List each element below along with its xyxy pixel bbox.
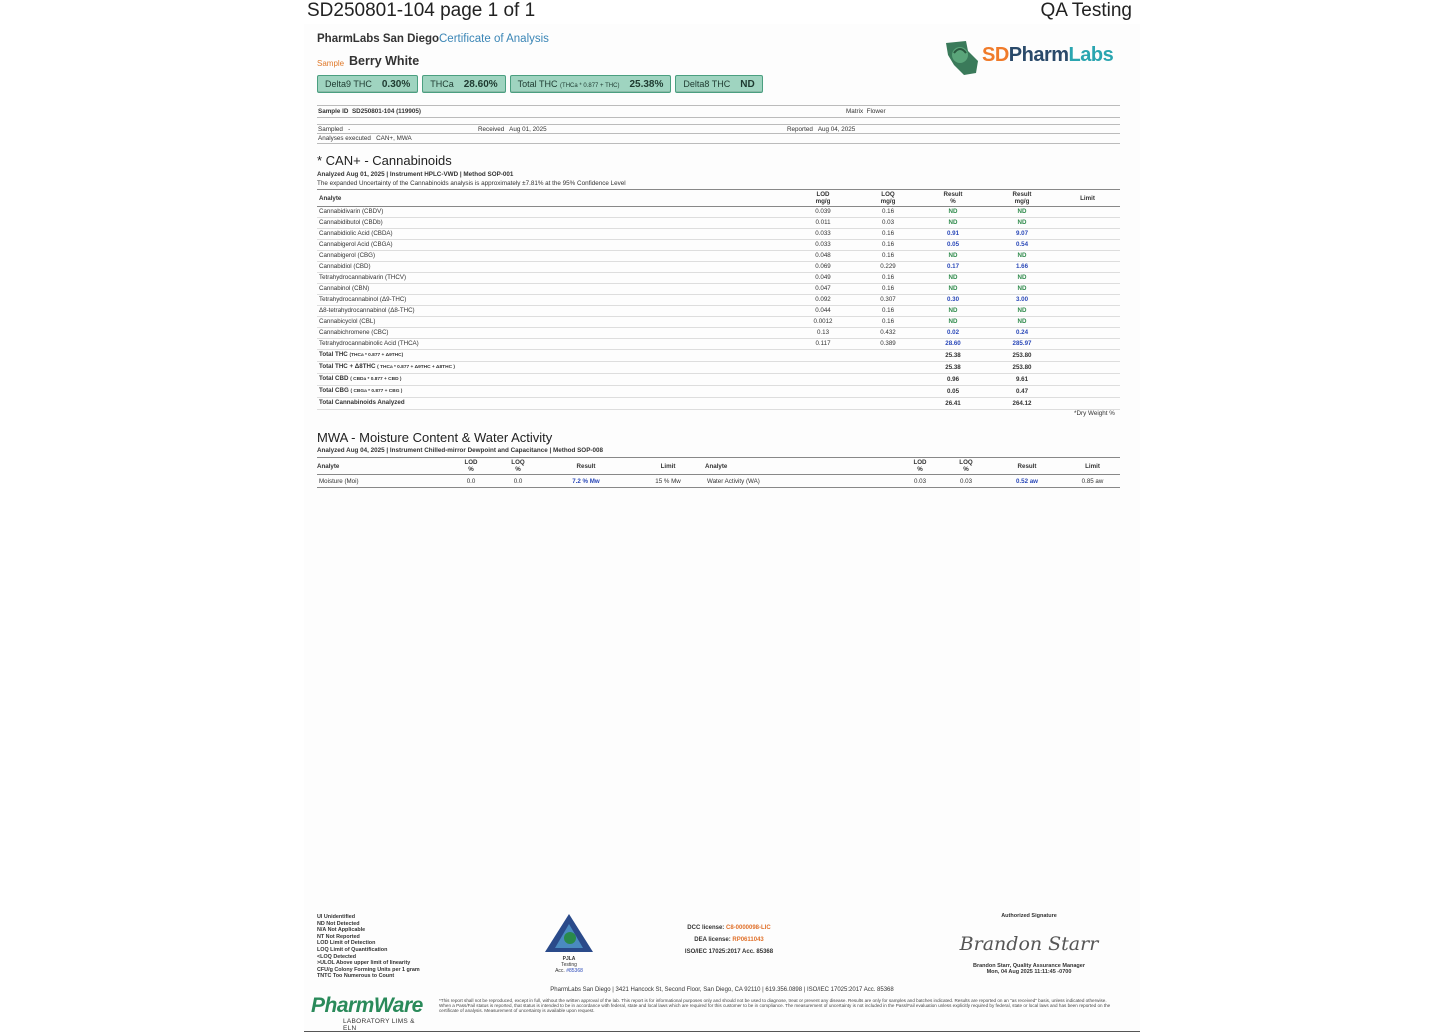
coa-title: Certificate of Analysis xyxy=(439,33,549,45)
lod-value: 0.117 xyxy=(787,339,859,350)
total-row xyxy=(317,362,1120,374)
total-row xyxy=(317,398,1120,410)
sampled: Sampled - xyxy=(318,126,351,133)
legend-item: UI Unidentified xyxy=(317,914,356,920)
total-row xyxy=(317,374,1120,386)
total-label: Total CBD ( CBDa * 0.877 + CBD ) xyxy=(317,374,787,386)
col-analyte: Analyte xyxy=(317,190,787,207)
analyte-name: Tetrahydrocannabinolic Acid (THCA) xyxy=(317,339,787,350)
license-info: DCC license: C8-0000098-LIC DEA license: RP0611043 ISO/IEC 17025:2017 Acc. 85368 xyxy=(684,925,774,955)
logo-labs: Labs xyxy=(1068,44,1114,66)
sdpharmlabs-logo xyxy=(938,33,1128,79)
document-title: SD250801-104 page 1 of 1 xyxy=(307,0,536,21)
table-header xyxy=(317,190,1120,207)
total-pct: 25.38 xyxy=(917,350,989,362)
sample-label: Sample xyxy=(317,59,345,68)
result-pct: 0.17 xyxy=(917,262,989,273)
table-row xyxy=(317,317,1120,328)
abbreviation-legend xyxy=(317,914,420,980)
lod-value: 0.033 xyxy=(787,229,859,240)
result-mg: ND xyxy=(989,218,1055,229)
badge-total-thc: Total THC (THCa * 0.877 + THC) 25.38% xyxy=(510,75,672,93)
loq-value: 0.432 xyxy=(859,328,917,339)
total-mg: 253.80 xyxy=(989,350,1055,362)
sample-id: Sample ID SD250801-104 (119905) xyxy=(318,108,421,115)
can-analyzed: Analyzed Aug 01, 2025 | Instrument HPLC-VWD | Method SOP-001 xyxy=(317,171,514,178)
divider xyxy=(317,117,1120,118)
total-mg: 9.61 xyxy=(989,374,1055,386)
can-uncertainty: The expanded Uncertainty of the Cannabinoids analysis is approximately ±7.81% at the 95% Confidence Level xyxy=(317,180,626,187)
result-pct: 0.05 xyxy=(917,240,989,251)
divider xyxy=(317,105,1120,106)
result-pct: ND xyxy=(917,306,989,317)
limit-value xyxy=(1055,207,1120,218)
limit-value xyxy=(1055,328,1120,339)
mwa-section-title: MWA - Moisture Content & Water Activity xyxy=(317,430,553,445)
limit-value xyxy=(1055,251,1120,262)
mwa-header: Analyte LOD % LOQ % Result Limit Analyte LOD % LOQ % Result Limit xyxy=(317,458,1120,475)
coa-page xyxy=(304,24,1140,1032)
analyte-name: Cannabigerol (CBG) xyxy=(317,251,787,262)
analyte-name: Cannabichromene (CBC) xyxy=(317,328,787,339)
total-label: Total CBG ( CBGa * 0.877 + CBG ) xyxy=(317,386,787,398)
legend-item: TNTC Too Numerous to Count xyxy=(317,973,395,980)
table-row xyxy=(317,251,1120,262)
lod-value: 0.092 xyxy=(787,295,859,306)
handwritten-signature: Brandon Starr xyxy=(959,933,1099,955)
result-mg: ND xyxy=(989,207,1055,218)
analyte-name: Cannabidibutol (CBDb) xyxy=(317,218,787,229)
lod-value: 0.039 xyxy=(787,207,859,218)
total-mg: 253.80 xyxy=(989,362,1055,374)
analyte-name: Cannabinol (CBN) xyxy=(317,284,787,295)
pjla-accreditation: PJLA Testing Acc. #85368 xyxy=(542,912,596,974)
analyte-name: Tetrahydrocannabinol (Δ9-THC) xyxy=(317,295,787,306)
analyte-name: Cannabigerol Acid (CBGA) xyxy=(317,240,787,251)
result-mg: 3.00 xyxy=(989,295,1055,306)
table-row xyxy=(317,218,1120,229)
sample-name: Berry White xyxy=(349,54,420,68)
result-mg: 0.24 xyxy=(989,328,1055,339)
limit-value xyxy=(1055,295,1120,306)
limit-value xyxy=(1055,262,1120,273)
result-mg: 9.07 xyxy=(989,229,1055,240)
total-label: Total THC (THCa * 0.877 + Δ9THC) xyxy=(317,350,787,362)
table-row xyxy=(317,262,1120,273)
lab-address: PharmLabs San Diego | 3421 Hancock St, Second Floor, San Diego, CA 92110 | 619.356.0898 | ISO/IEC 17025:2017 Acc. 85368 xyxy=(550,987,894,993)
total-mg: 0.47 xyxy=(989,386,1055,398)
lod-value: 0.069 xyxy=(787,262,859,273)
lod-value: 0.011 xyxy=(787,218,859,229)
total-label: Total Cannabinoids Analyzed xyxy=(317,398,787,410)
badge-delta8: Delta8 THC ND xyxy=(675,75,762,93)
limit-value xyxy=(1055,317,1120,328)
col-result-pct: Result % xyxy=(917,190,989,207)
result-pct: ND xyxy=(917,207,989,218)
result-pct: 0.30 xyxy=(917,295,989,306)
loq-value: 0.307 xyxy=(859,295,917,306)
total-pct: 25.38 xyxy=(917,362,989,374)
result-pct: 28.60 xyxy=(917,339,989,350)
potency-badges xyxy=(317,75,763,93)
lod-value: 0.048 xyxy=(787,251,859,262)
loq-value: 0.16 xyxy=(859,273,917,284)
lod-value: 0.044 xyxy=(787,306,859,317)
viewer-app-title: QA Testing xyxy=(1040,0,1132,21)
analyte-name: Cannabidivarin (CBDV) xyxy=(317,207,787,218)
result-mg: ND xyxy=(989,284,1055,295)
lod-value: 0.049 xyxy=(787,273,859,284)
col-lod: LOD mg/g xyxy=(787,190,859,207)
loq-value: 0.16 xyxy=(859,240,917,251)
limit-value xyxy=(1055,339,1120,350)
viewer-header xyxy=(0,0,1445,26)
table-row: Moisture (Moi) 0.0 0.0 7.2 % Mw 15 % Mw Water Activity (WA) 0.03 0.03 0.52 aw 0.85 aw xyxy=(317,475,1120,488)
legend-item: N/A Not Applicable xyxy=(317,927,366,934)
limit-value xyxy=(1055,229,1120,240)
limit-value xyxy=(1055,240,1120,251)
limit-value xyxy=(1055,273,1120,284)
result-pct: 0.02 xyxy=(917,328,989,339)
legend-item: NT Not Reported xyxy=(317,933,360,940)
table-row xyxy=(317,207,1120,218)
received: Received Aug 01, 2025 xyxy=(478,126,547,133)
dry-weight-note: *Dry Weight % xyxy=(1074,410,1115,417)
limit-value xyxy=(1055,284,1120,295)
total-row xyxy=(317,350,1120,362)
loq-value: 0.16 xyxy=(859,284,917,295)
legend-item: LOQ Limit of Quantification xyxy=(317,946,388,953)
table-row xyxy=(317,306,1120,317)
analyte-name: Δ8-tetrahydrocannabinol (Δ8-THC) xyxy=(317,306,787,317)
divider xyxy=(317,124,1120,125)
total-mg: 264.12 xyxy=(989,398,1055,410)
logo-pharm: Pharm xyxy=(1008,44,1069,66)
pjla-triangle-icon xyxy=(543,912,595,954)
analyte-name: Cannabidiol (CBD) xyxy=(317,262,787,273)
total-label: Total THC + Δ8THC ( THCa * 0.877 + Δ9THC + Δ8THC ) xyxy=(317,362,787,374)
disclaimer: *This report shall not be reproduced, except in full, without the written approval of the lab. This report is for informational purposes only and should not be used to diagnose, treat or prevent any disease. Results are only for samples and batches indicated. Results are reported on an "as received" basis, unless indicated otherwise. When a Pass/Fail status is reported, that status is intended to be in accordance with federal, state and local laws which are required for this customer to be in compliance. The measurement of uncertainty is not included in the Pass/Fail evaluation unless explicitly required by federal, state or local laws and has been reported on the certificate of analysis. Measurement of uncertainty is available upon request. xyxy=(439,998,1111,1013)
lod-value: 0.047 xyxy=(787,284,859,295)
result-pct: 0.91 xyxy=(917,229,989,240)
result-pct: ND xyxy=(917,284,989,295)
loq-value: 0.16 xyxy=(859,229,917,240)
loq-value: 0.03 xyxy=(859,218,917,229)
result-mg: 285.97 xyxy=(989,339,1055,350)
mwa-analyzed: Analyzed Aug 04, 2025 | Instrument Chilled-mirror Dewpoint and Capacitance | Method SOP-008 xyxy=(317,447,604,454)
loq-value: 0.16 xyxy=(859,317,917,328)
result-mg: ND xyxy=(989,251,1055,262)
loq-value: 0.389 xyxy=(859,339,917,350)
analyte-name: Tetrahydrocannabivarin (THCV) xyxy=(317,273,787,284)
total-pct: 0.05 xyxy=(917,386,989,398)
loq-value: 0.16 xyxy=(859,251,917,262)
california-map-icon xyxy=(938,33,986,79)
table-row xyxy=(317,240,1120,251)
lod-value: 0.0012 xyxy=(787,317,859,328)
col-loq: LOQ mg/g xyxy=(859,190,917,207)
table-row xyxy=(317,273,1120,284)
table-row xyxy=(317,284,1120,295)
legend-item: CFU/g Colony Forming Units per 1 gram xyxy=(317,966,420,973)
result-pct: ND xyxy=(917,317,989,328)
total-pct: 26.41 xyxy=(917,398,989,410)
limit-value xyxy=(1055,306,1120,317)
result-mg: 1.66 xyxy=(989,262,1055,273)
lod-value: 0.033 xyxy=(787,240,859,251)
mwa-table xyxy=(317,457,1120,488)
analyses-executed: Analyses executed CAN+, MWA xyxy=(318,135,412,142)
table-row xyxy=(317,328,1120,339)
legend-item: ND Not Detected xyxy=(317,920,360,927)
result-pct: ND xyxy=(917,273,989,284)
lod-value: 0.13 xyxy=(787,328,859,339)
lab-name: PharmLabs San Diego xyxy=(317,33,440,45)
analyte-name: Cannabidiolic Acid (CBDA) xyxy=(317,229,787,240)
result-mg: ND xyxy=(989,317,1055,328)
col-limit: Limit xyxy=(1055,190,1120,207)
table-row xyxy=(317,295,1120,306)
result-mg: ND xyxy=(989,306,1055,317)
divider xyxy=(317,133,1120,134)
result-pct: ND xyxy=(917,218,989,229)
divider xyxy=(317,143,1120,144)
legend-item: LOD Limit of Detection xyxy=(317,940,376,947)
cannabinoids-table xyxy=(317,189,1120,410)
matrix: Matrix Flower xyxy=(846,108,886,115)
pharmware-logo: PharmWare LABORATORY LIMS & ELN xyxy=(311,994,423,1032)
reported: Reported Aug 04, 2025 xyxy=(787,126,856,133)
result-pct: ND xyxy=(917,251,989,262)
badge-delta9: Delta9 THC 0.30% xyxy=(317,75,418,93)
can-section-title: * CAN+ - Cannabinoids xyxy=(317,153,452,168)
analyte-name: Cannabicyclol (CBL) xyxy=(317,317,787,328)
limit-value xyxy=(1055,218,1120,229)
signature-block: Authorized Signature Brandon Starr Brandon Starr, Quality Assurance Manager Mon, 04 Aug 2025 11:11:45 -0700 xyxy=(944,913,1114,975)
loq-value: 0.229 xyxy=(859,262,917,273)
loq-value: 0.16 xyxy=(859,306,917,317)
result-mg: 0.54 xyxy=(989,240,1055,251)
result-mg: ND xyxy=(989,273,1055,284)
loq-value: 0.16 xyxy=(859,207,917,218)
badge-thca: THCa 28.60% xyxy=(422,75,505,93)
logo-sd: SD xyxy=(982,44,1009,66)
legend-item: >ULOL Above upper limit of linearity xyxy=(317,960,411,967)
table-row xyxy=(317,229,1120,240)
total-pct: 0.96 xyxy=(917,374,989,386)
col-result-mg: Result mg/g xyxy=(989,190,1055,207)
total-row xyxy=(317,386,1120,398)
table-row xyxy=(317,339,1120,350)
legend-item: <LOQ Detected xyxy=(317,953,357,960)
